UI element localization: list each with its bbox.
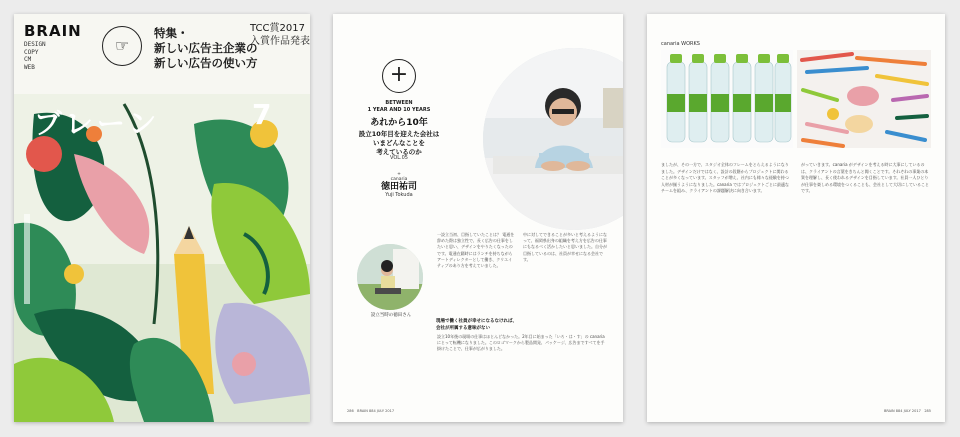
works-label: canaria WORKS xyxy=(661,41,700,47)
photo-caption: 設立当時の徳田さん xyxy=(370,313,412,318)
body-column-3: 設立10年後の現場の仕事はほとんどなかった。2年目に始まった「いろ・は・す」の canaria にとって転機になりました。このロゴマークから製品開発、パッケージ、広告まですべてを手掛けたことで、仕事が広がりました。 xyxy=(437,334,605,352)
issue-number: 7 xyxy=(252,98,272,131)
article-page xyxy=(333,14,623,422)
archive-photo xyxy=(357,244,423,310)
volume-label: VOL.05 xyxy=(389,155,408,161)
page-folio-left: 286 BRAIN 884 JULY 2017 xyxy=(347,409,395,413)
works-body-column-1: ましたが、その一方で、スタジオ全体のフレームをとらえるようになりました。デザインだけではなく、設計の段階からプロジェクトに関わることが多くなっています。スタッフが増え、社内にも様々な経験を持つ人材が揃うようになりました。canaria ではプロジェクトごとに最適なチームを組み、クライアントの課題解決に向き合います。 xyxy=(661,162,790,194)
feature-headline: 特集・ 新しい広告主企業の 新しい広告の使い方 xyxy=(154,26,258,70)
tcc-award-heading: TCC賞2017 入賞作品発表 xyxy=(250,23,310,47)
section-subheading: 現場で働く社員が幸せになるなければ、 会社が所属する意味がない xyxy=(436,319,517,331)
page-folio-right: BRAIN 884 JULY 2017 285 xyxy=(883,409,931,413)
series-label: BETWEEN 1 YEAR AND 10 YEARS xyxy=(367,100,431,113)
body-column-1: 一設立当初、目指していたことは？ 電通を辞めた際は独立性で、長く広告の仕事をしたいと思い、デザインをやりたくなったのです。電通在籍時にはランチを持ちながらアートディレクターとして働き、クリエイティブのあり方を考えていました。 xyxy=(437,232,515,269)
portrait-photo xyxy=(483,48,623,230)
person-name-romaji: Yuji Tokuda xyxy=(385,192,413,198)
colorful-items-photo xyxy=(797,50,931,148)
article-title: あれから10年 xyxy=(370,118,428,128)
plus-icon: + xyxy=(382,59,416,93)
brand-subtitle: DESIGN COPY CM WEB xyxy=(24,41,46,71)
magazine-cover xyxy=(14,14,310,422)
person-name: 徳田祐司 xyxy=(380,182,417,192)
water-bottles-photo xyxy=(661,50,793,148)
company-name: + canaria xyxy=(390,172,408,182)
works-page xyxy=(647,14,945,422)
pointing-hand-icon: ☞ xyxy=(102,26,142,66)
article-lead: 設立10年目を迎えた会社は いまどんなことを 考えているのか xyxy=(358,130,440,156)
works-body-column-2: がっていきます。canaria がデザインを考える時に大事にしているのは、クライアントの言葉をきちんと聞くことです。それぞれの事業の本質を理解し、長く使われるデザインを目指しています。社員一人ひとりが仕事を楽しめる環境をつくることも、会社として大切にしていることです。 xyxy=(801,162,929,194)
magazine-logo-japanese: ブレーン xyxy=(34,107,161,140)
brand-logo: BRAIN xyxy=(24,22,82,40)
botanical-illustration xyxy=(14,94,310,422)
body-column-2: 中に対してできることが多いと考えるようになって、福岡県出身の組織を考え方を広告の仕事にもなるべく活かしたいと思いました。自分が目指しているのは、社員が幸せになる会社です。 xyxy=(523,232,607,262)
